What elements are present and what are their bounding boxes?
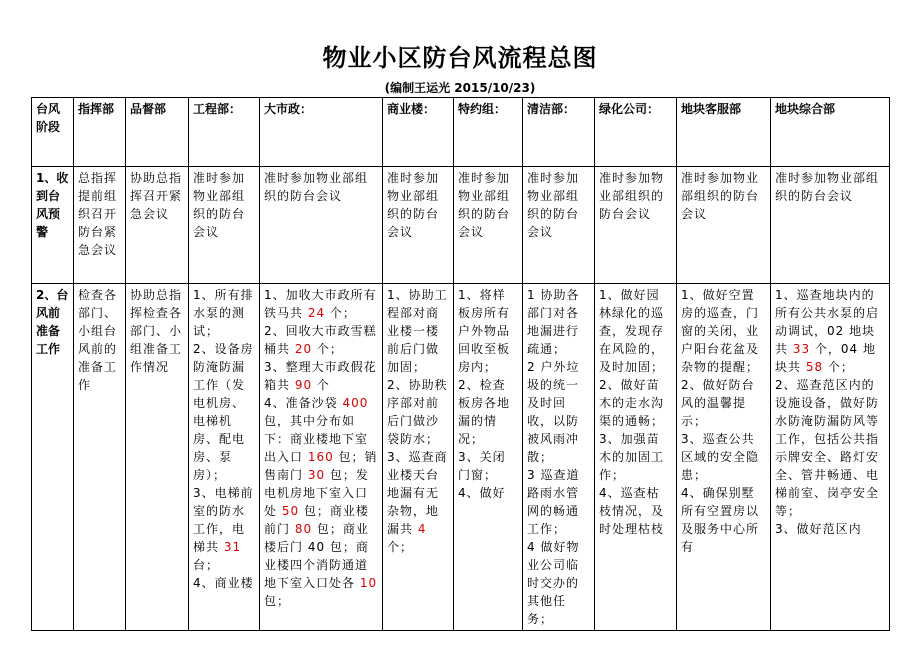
text-segment: 1、加收大市政所有铁马共 — [264, 288, 377, 320]
cell-1-command: 总指挥提前组织召开防台紧急会议 — [74, 167, 126, 284]
text-segment: 个； 2、回收大市政雪糕桶共 — [264, 306, 377, 356]
cell-1-special: 准时参加物业部组织的防台会议 — [454, 167, 523, 284]
header-row — [32, 98, 890, 167]
text-segment: 个，04 地块共 — [775, 342, 877, 374]
header-special: 特约组： — [454, 98, 523, 167]
count-value: 50 — [281, 504, 300, 518]
count-value: 400 — [342, 396, 369, 410]
header-commercial: 商业楼： — [383, 98, 454, 167]
header-greening: 绿化公司： — [595, 98, 677, 167]
text-segment: 台； 4、商业楼 — [193, 558, 254, 590]
text-segment: 包； — [264, 594, 291, 608]
text-segment: 1、所有排水泵的测试； 2、设备房防淹防漏工作（发电机房、电梯机房、配电房、泵房）； 3、电梯前室的防水工作，电梯共 — [193, 288, 254, 554]
cell-1-commercial: 准时参加物业部组织的防台会议 — [383, 167, 454, 284]
cell-2-cleaning: 1 协助各部门对各地漏进行疏通； 2 户外垃圾的统一及时回收，以防被风雨冲散； 3 巡查道路雨水管网的畅通工作； 4 做好物业公司临时交办的其他任务； — [523, 284, 595, 631]
count-value: 80 — [294, 522, 313, 536]
table-row — [32, 284, 890, 631]
cell-2-municipal — [260, 284, 383, 631]
text-segment: 包；商业楼前门 — [264, 504, 369, 536]
text-segment: 个 4、准备沙袋 — [264, 378, 338, 410]
count-value: 160 — [307, 450, 334, 464]
table-row — [32, 167, 890, 284]
header-service: 地块客服部 — [677, 98, 771, 167]
text-segment: 包；销售南门 — [264, 450, 378, 482]
header-municipal: 大市政： — [260, 98, 383, 167]
cell-2-service: 1、做好空置房的巡查，门窗的关闭，业户阳台花盆及杂物的提醒； 2、做好防台风的温馨提示； 3、巡查公共区域的安全隐患； 4、确保别墅所有空置房以及服务中心所有 — [677, 284, 771, 631]
header-cleaning: 清洁部： — [523, 98, 595, 167]
count-value: 20 — [294, 342, 313, 356]
cell-1-greening: 准时参加物业部组织的防台会议 — [595, 167, 677, 284]
cell-1-service: 准时参加物业部组织的防台会议 — [677, 167, 771, 284]
cell-2-general — [771, 284, 890, 631]
cell-2-command: 检查各部门、小组台风前的准备工作 — [74, 284, 126, 631]
page-title: 物业小区防台风流程总图 — [322, 44, 598, 72]
count-value: 10 — [359, 576, 378, 590]
cell-1-engineering: 准时参加物业部组织的防台会议 — [189, 167, 260, 284]
cell-2-special: 1、将样板房所有户外物品回收至板房内； 2、检查板房各地漏的情况； 3、关闭门窗； 4、做好 — [454, 284, 523, 631]
text-segment: 包；商业楼后门 40 包；商业楼四个消防通道地下室入口处各 — [264, 522, 369, 590]
header-general: 地块综合部 — [771, 98, 890, 167]
cell-2-commercial — [383, 284, 454, 631]
text-segment: 1、协助工程部对商业楼一楼前后门做加固； 2、协助秩序部对前后门做沙袋防水； 3、巡查商业楼天台地漏有无杂物，地漏共 — [387, 288, 448, 536]
count-value: 58 — [805, 360, 824, 374]
cell-2-greening: 1、做好园林绿化的巡查，发现存在风险的，及时加固； 2、做好苗木的走水沟渠的通畅； 3、加强苗木的加固工作； 4、巡查枯枝情况，及时处理枯枝 — [595, 284, 677, 631]
stage-1: 1、收到台风预警 — [32, 167, 74, 284]
cell-2-engineering — [189, 284, 260, 631]
stage-2: 2、台风前准备工作 — [32, 284, 74, 631]
cell-1-quality: 协助总指挥召开紧急会议 — [126, 167, 189, 284]
header-command: 指挥部 — [74, 98, 126, 167]
count-value: 30 — [307, 468, 326, 482]
count-value: 33 — [792, 342, 811, 356]
page-subtitle: (编制王运光 2015/10/23) — [384, 81, 536, 95]
header-engineering: 工程部： — [189, 98, 260, 167]
header-quality: 品督部 — [126, 98, 189, 167]
text-segment: 个； 2、巡查范区内的设施设备，做好防水防淹防漏防风等工作，包括公共指示牌安全、路灯安全、管井畅通、电梯前室、岗亭安全等； 3、做好范区内 — [775, 360, 880, 536]
count-value: 24 — [307, 306, 326, 320]
cell-1-general: 准时参加物业部组织的防台会议 — [771, 167, 890, 284]
header-stage: 台风阶段 — [32, 98, 74, 167]
cell-2-quality: 协助总指挥检查各部门、小组准备工作情况 — [126, 284, 189, 631]
text-segment: 个； — [387, 540, 414, 554]
text-segment: 包，其中分布如下：商业楼地下室出入口 — [264, 414, 369, 464]
count-value: 4 — [417, 522, 427, 536]
flow-table — [31, 97, 890, 631]
text-segment: 1、巡查地块内的所有公共水泵的启动调试，02 地块共 — [775, 288, 880, 356]
text-segment: 包；发电机房地下室入口处 — [264, 468, 369, 518]
text-segment: 个； 3、整理大市政假花箱共 — [264, 342, 377, 392]
count-value: 90 — [294, 378, 313, 392]
count-value: 31 — [223, 540, 242, 554]
cell-1-cleaning: 准时参加物业部组织的防台会议 — [523, 167, 595, 284]
cell-1-municipal: 准时参加物业部组织的防台会议 — [260, 167, 383, 284]
